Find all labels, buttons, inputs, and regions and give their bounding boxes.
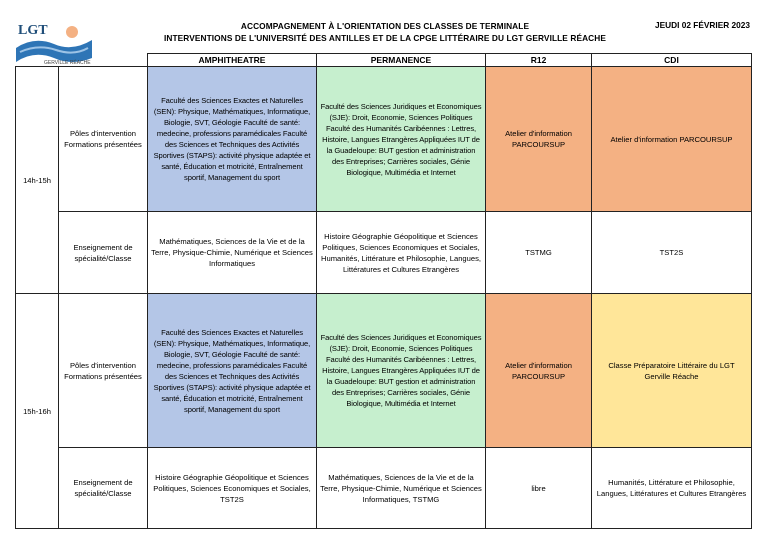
row-label: Pôles d'intervention Formations présentées — [59, 294, 148, 448]
table-row — [16, 448, 752, 529]
row-label: Enseignement de spécialité/Classe — [59, 212, 148, 294]
table-row — [16, 294, 752, 448]
svg-text:LGT: LGT — [18, 23, 48, 38]
corner-empty — [16, 54, 59, 67]
cell-amphitheatre: Faculté des Sciences Exactes et Naturelles (SEN): Physique, Mathématiques, Informatique, Biologie, SVT, Géologie Faculté de santé: medecine, professions paramédicales Faculté des Sciences et Techniques des Activités Sportives (STAPS): activité physique adaptée et santé, Éducation et motricité, Entraînement sportif, Management du sport — [148, 67, 317, 212]
corner-empty — [59, 54, 148, 67]
cell-r12: Atelier d'information PARCOURSUP — [486, 67, 592, 212]
table-row — [16, 212, 752, 294]
column-header-amphitheatre: AMPHITHEATRE — [148, 54, 317, 67]
cell-cdi: Atelier d'information PARCOURSUP — [592, 67, 752, 212]
row-label: Enseignement de spécialité/Classe — [59, 448, 148, 529]
cell-amphitheatre: Mathématiques, Sciences de la Vie et de la Terre, Physique-Chimie, Numérique et Sciences Informatiques — [148, 212, 317, 294]
page-title — [150, 20, 620, 44]
time-slot-14h-15h: 14h-15h — [16, 67, 59, 294]
row-label: Pôles d'intervention Formations présentées — [59, 67, 148, 212]
header-row — [16, 54, 752, 67]
cell-r12: libre — [486, 448, 592, 529]
cell-permanence: Faculté des Sciences Juridiques et Economiques (SJE): Droit, Economie, Sciences Politiques Faculté des Humanités Caribéennes : Lettres, Histoire, Langues Etrangères Appliquées IUT de la Guadeloupe: BUT gestion et administration des Entreprises; Carrières sociales, Génie Biologique, Multimédia et Internet — [317, 294, 486, 448]
svg-text:GERVILLE RÉACHE: GERVILLE RÉACHE — [44, 60, 91, 66]
schedule-table — [15, 53, 752, 529]
cell-r12: TSTMG — [486, 212, 592, 294]
column-header-r12: R12 — [486, 54, 592, 67]
date-label: JEUDI 02 FÉVRIER 2023 — [655, 20, 750, 30]
column-header-cdi: CDI — [592, 54, 752, 67]
title-line-2: INTERVENTIONS DE L'UNIVERSITÉ DES ANTILLES ET DE LA CPGE LITTÉRAIRE DU LGT GERVILLE RÉACHE — [164, 33, 606, 43]
cell-amphitheatre: Faculté des Sciences Exactes et Naturelles (SEN): Physique, Mathématiques, Informatique, Biologie, SVT, Géologie Faculté de santé: medecine, professions paramédicales Faculté des Sciences et Techniques des Activités Sportives (STAPS): activité physique adaptée et santé, Éducation et motricité, Entraînement sportif, Management du sport — [148, 294, 317, 448]
time-slot-15h-16h: 15h-16h — [16, 294, 59, 529]
cell-cdi: Humanités, Littérature et Philosophie, Langues, Littératures et Cultures Etrangères — [592, 448, 752, 529]
cell-cdi: Classe Préparatoire Littéraire du LGT Gerville Réache — [592, 294, 752, 448]
cell-permanence: Faculté des Sciences Juridiques et Economiques (SJE): Droit, Economie, Sciences Politiques Faculté des Humanités Caribéennes : Lettres, Histoire, Langues Etrangères Appliquées IUT de la Guadeloupe: BUT gestion et administration des Entreprises; Carrières sociales, Génie Biologique, Multimédia et Internet — [317, 67, 486, 212]
title-line-1: ACCOMPAGNEMENT À L'ORIENTATION DES CLASSES DE TERMINALE — [240, 21, 530, 31]
cell-amphitheatre: Histoire Géographie Géopolitique et Sciences Politiques, Sciences Economiques et Sociales, TST2S — [148, 448, 317, 529]
cell-cdi: TST2S — [592, 212, 752, 294]
column-header-permanence: PERMANENCE — [317, 54, 486, 67]
cell-permanence: Histoire Géographie Géopolitique et Sciences Politiques, Sciences Economiques et Sociales, Humanités, Littérature et Philosophie, Langues, Littératures et Cultures Etrangères — [317, 212, 486, 294]
table-row — [16, 67, 752, 212]
cell-permanence: Mathématiques, Sciences de la Vie et de la Terre, Physique-Chimie, Numérique et Sciences Informatiques, TSTMG — [317, 448, 486, 529]
cell-r12: Atelier d'information PARCOURSUP — [486, 294, 592, 448]
